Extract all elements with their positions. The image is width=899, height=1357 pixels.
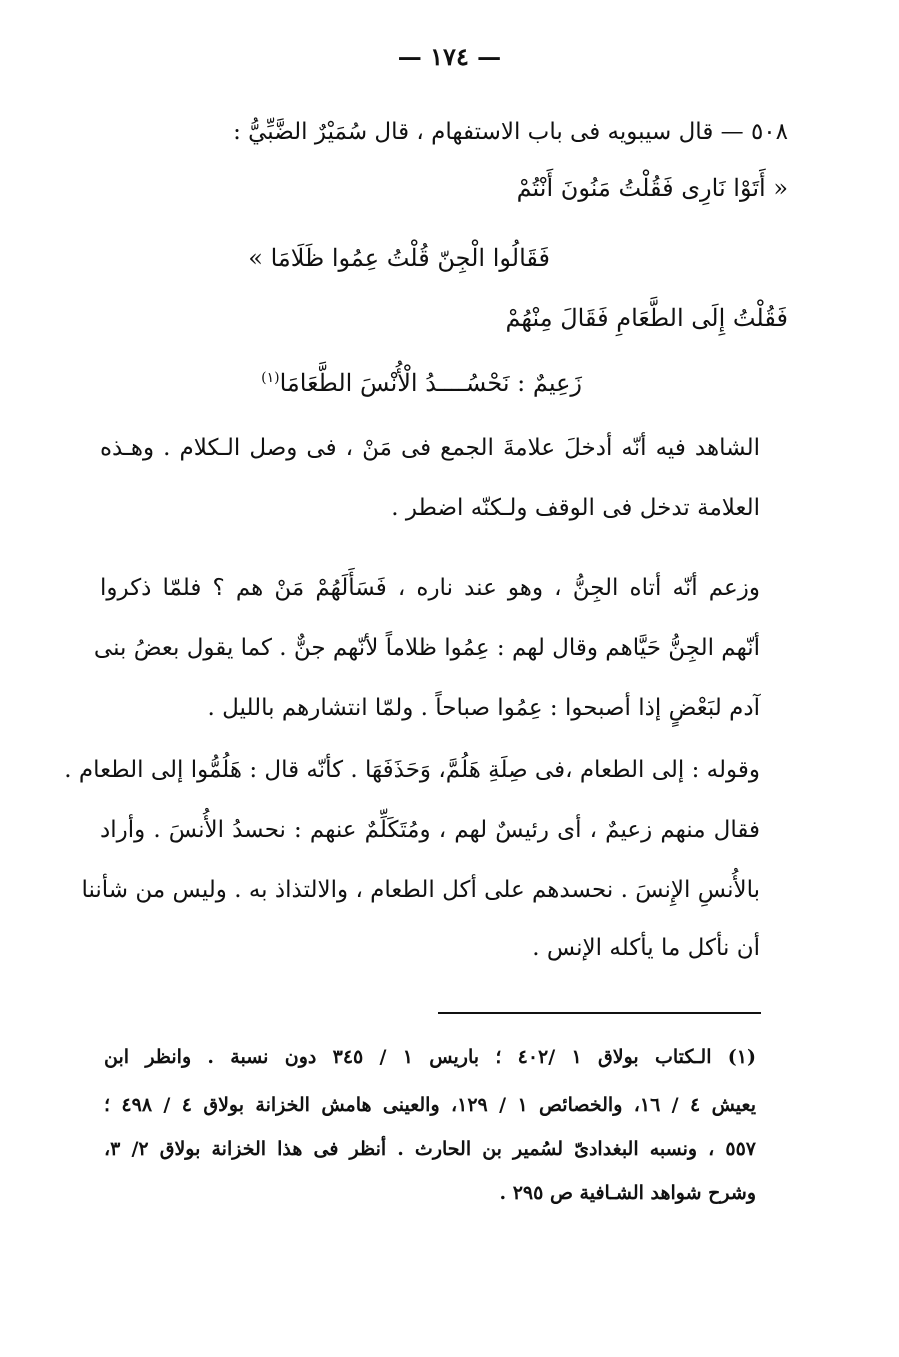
footnotes	[104, 0, 756, 1250]
verse-line-3: فَقُلْتُ إِلَى الطَّعَامِ فَقَالَ مِنْهُمْ	[505, 304, 788, 332]
commentary-p2-line-1: وزعم أنّه أتاه الجِنُّ ، وهو عند ناره ، فَسَأَلَهُمْ مَنْ هم ؟ فلمّا ذكروا	[100, 575, 760, 601]
commentary-p1-line-2: العلامة تدخل فى الوقف ولـكنّه اضطر .	[391, 495, 760, 521]
footnote-marker: (١)	[261, 370, 280, 386]
footnote-line-3: ٥٥٧ ، ونسبه البغدادىّ لسُمير بن الحارث . أنظر فى هذا الخزانة بولاق ٢/ ٣،	[104, 1138, 756, 1160]
footnote-line-1: (١) الـكتاب بولاق ١ /٤٠٢ ؛ باريس ١ / ٣٤٥ دون نسبة . وانظر ابن	[104, 1046, 756, 1068]
verse-line-1: « أَتَوْا نَارِى فَقُلْتُ مَنُونَ أَنْتُمْ	[516, 174, 788, 202]
commentary-p2-line-3: آدم لبَعْضٍ إذا أصبحوا : عِمُوا صباحاً . ولمّا انتشارهم بالليل .	[207, 695, 760, 721]
commentary-p1-line-1: الشاهد فيه أنّه أدخلَ علامةَ الجمع فى مَنْ ، فى وصل الـكلام . وهـذه	[100, 435, 760, 461]
entry-heading: ٥٠٨ — قال سيبويه فى باب الاستفهام ، قال سُمَيْرٌ الضَّبِّيُّ :	[233, 119, 788, 145]
commentary-p3-line-3: بالأُنسِ الإِنسَ . نحسدهم على أكل الطعام ، والالتذاذ به . وليس من شأننا	[81, 877, 760, 903]
page-number: — ١٧٤ —	[397, 42, 502, 71]
commentary-p2-line-2: أنّهم الجِنُّ حَيَّاهم وقال لهم : عِمُوا ظلاماً لأنّهم جنٌّ . كما يقول بعضُ بنى	[93, 635, 760, 661]
commentary-p3-line-2: فقال منهم زعيمٌ ، أى رئيسٌ لهم ، ومُتَكَلِّمٌ عنهم : نحسدُ الأُنسَ . وأراد	[100, 817, 760, 843]
verse-line-2: فَقَالُوا الْجِنّ قُلْتُ عِمُوا ظَلَامَا »	[248, 244, 550, 272]
footnote-line-2: يعيش ٤ / ١٦، والخصائص ١ / ١٢٩، والعينى هامش الخزانة بولاق ٤ / ٤٩٨ ؛	[104, 1094, 756, 1116]
commentary-p3-line-1: وقوله : إلى الطعام ،فى صِلَةِ هَلُمَّ، وَحَذَفَهَا . كأنّه قال : هَلُمُّوا إلى الطعام .	[64, 757, 760, 783]
commentary-p3-line-4: أن نأكل ما يأكله الإنس .	[532, 935, 760, 961]
footnote-line-4: وشرح شواهد الشـافية ص ٢٩٥ .	[499, 1182, 756, 1204]
verse-line-4-text: زَعِيمٌ : نَحْسُــــدُ الْأُنْسَ الطَّعَامَا	[279, 369, 582, 397]
